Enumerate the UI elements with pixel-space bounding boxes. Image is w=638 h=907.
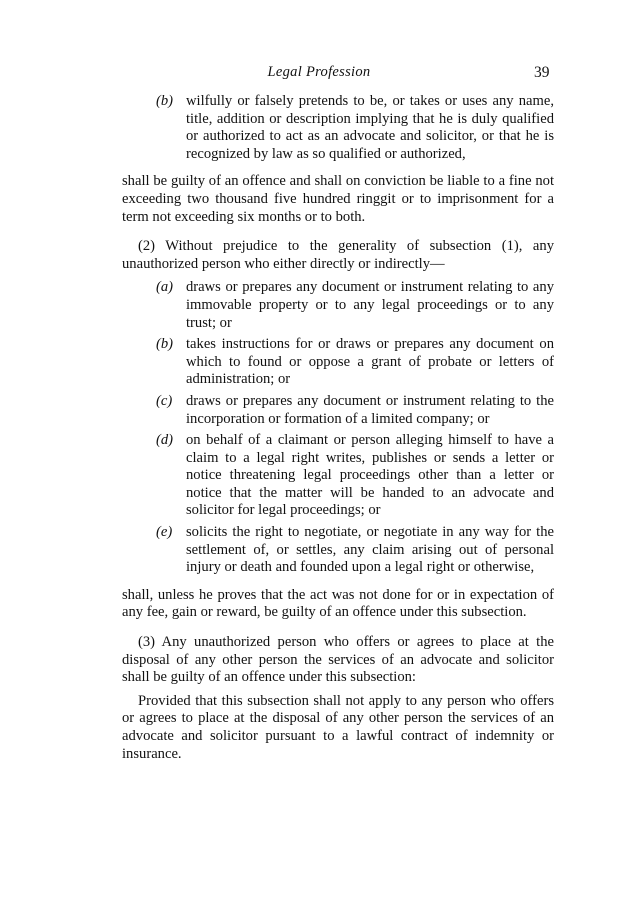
item-label: (b)	[156, 93, 174, 109]
item-label: (c)	[156, 392, 173, 409]
item-text: draws or prepares any document or instrument relating to any immovable property or to any legal proceedings or to any trust; or	[186, 279, 554, 331]
subsection-1-closing: shall be guilty of an offence and shall on conviction be liable to a fine not exceeding two thousand five hundred ringgit or to imprisonment for a term not exceeding six months or to both.	[122, 173, 554, 225]
item-text: draws or prepares any document or instrument relating to the incorporation or formation of a limited company; or	[186, 392, 554, 427]
subsection-2-closing: shall, unless he proves that the act was not done for or in expectation of any fee, gain or reward, be guilty of an offence under this subsection.	[122, 586, 554, 621]
item-label: (b)	[156, 336, 174, 353]
item-label: (d)	[156, 432, 174, 449]
list-item	[122, 336, 554, 389]
list-item	[122, 393, 554, 428]
paragraph-item-b	[122, 93, 554, 163]
running-header-title: Legal Profession	[267, 64, 371, 80]
item-text: takes instructions for or draws or prepares any document on which to found or oppose a grant of probate or letters of administration; or	[186, 336, 554, 388]
item-text: on behalf of a claimant or person alleging himself to have a claim to a legal right writes, publishes or sends a letter or notice threatening legal proceedings other than a letter or notice that the matter will be handed to an advocate and solicitor for legal proceedings; or	[186, 432, 554, 519]
item-label: (e)	[156, 524, 173, 541]
list-item	[122, 524, 554, 577]
list-item	[122, 279, 554, 332]
document-body	[122, 93, 554, 763]
proviso: Provided that this subsection shall not apply to any person who offers or agrees to place at the disposal of any other person the services of an advocate and solicitor pursuant to a lawful contract of indemnity or insurance.	[122, 692, 554, 762]
subsection-2-intro: (2) Without prejudice to the generality of subsection (1), any unauthorized person who either directly or indirectly—	[122, 238, 554, 272]
page-number: 39	[534, 64, 550, 81]
subsection-3: (3) Any unauthorized person who offers or agrees to place at the disposal of any other person the services of an advocate and solicitor shall be guilty of an offence under this subsection:	[122, 634, 554, 686]
item-text: wilfully or falsely pretends to be, or takes or uses any name, title, addition or description implying that he is duly qualified or authorized to act as an advocate and solicitor, or that he is recognized by law as so qualified or authorized,	[186, 93, 554, 162]
item-label: (a)	[156, 279, 174, 296]
list-item	[122, 432, 554, 520]
item-text: solicits the right to negotiate, or negotiate in any way for the settlement of, or settles, any claim arising out of personal injury or death and founded upon a legal right or otherwise,	[186, 524, 554, 576]
